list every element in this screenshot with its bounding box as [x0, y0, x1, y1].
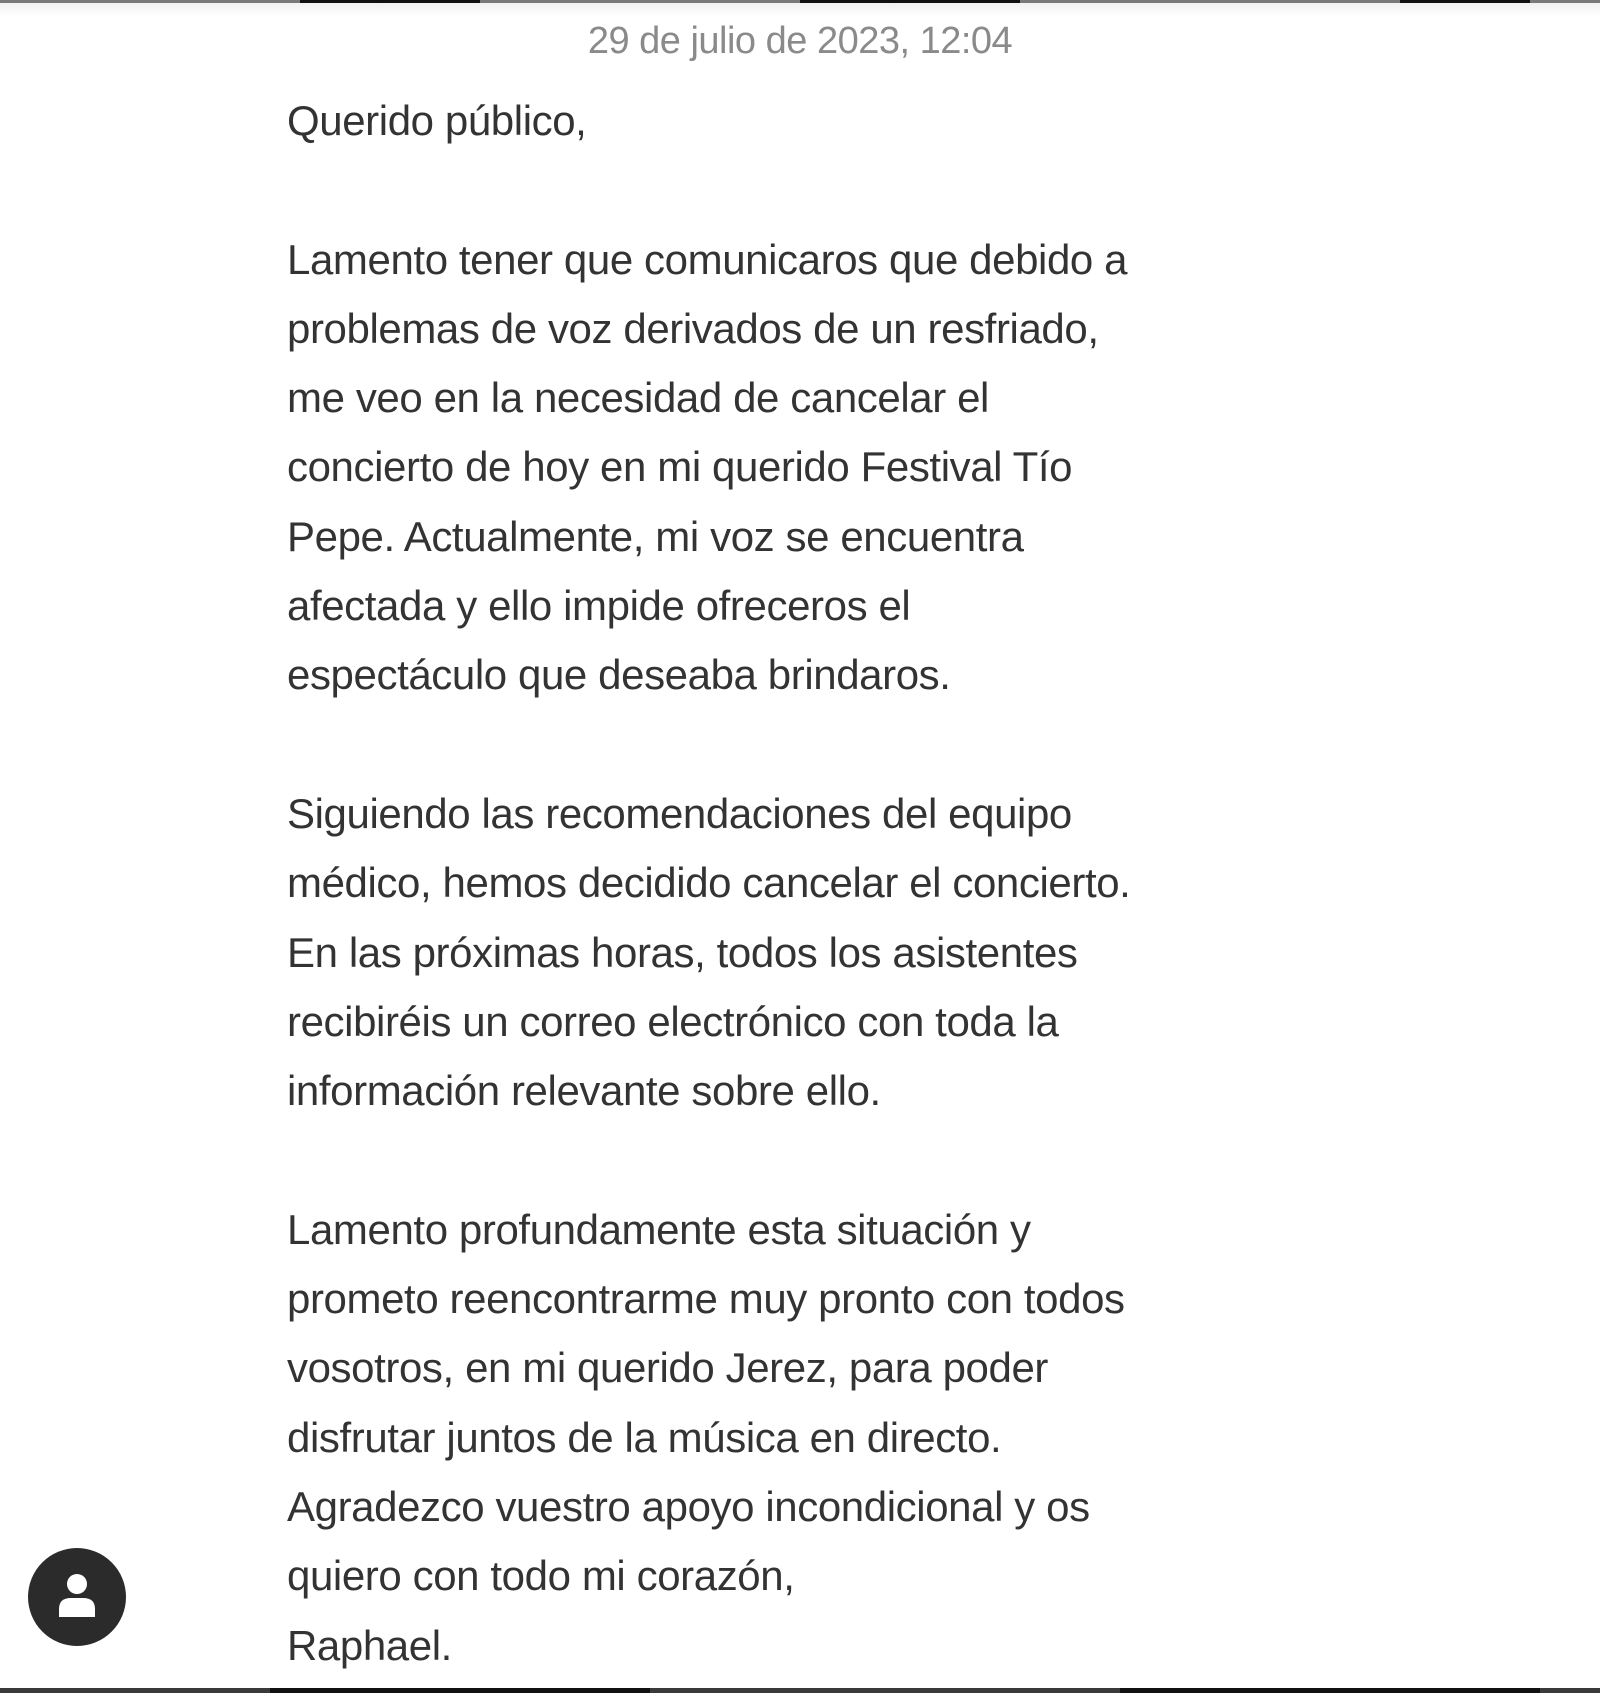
message-line: Lamento profundamente esta situación y: [287, 1205, 1031, 1253]
message-paragraph-1: [287, 225, 1347, 710]
paragraph-gap: [287, 1125, 1347, 1194]
bottom-border-segment: [1120, 1688, 1540, 1693]
message-line: me veo en la necesidad de cancelar el: [287, 374, 989, 422]
message-paragraph-2: [287, 779, 1347, 1125]
sender-avatar[interactable]: [28, 1548, 126, 1646]
message-line: concierto de hoy en mi querido Festival Tío: [287, 443, 1073, 491]
message-line: médico, hemos decidido cancelar el concierto.: [287, 859, 1131, 907]
message-greeting: Querido público,: [287, 97, 587, 144]
message-line: recibiréis un correo electrónico con toda la: [287, 997, 1059, 1045]
paragraph-gap: [287, 155, 1347, 224]
message-line: Pepe. Actualmente, mi voz se encuentra: [287, 512, 1024, 560]
message-line: espectáculo que deseaba brindaros.: [287, 651, 951, 699]
message-line: prometo reencontrarme muy pronto con todos: [287, 1275, 1125, 1323]
message-line: disfrutar juntos de la música en directo.: [287, 1413, 1002, 1461]
message-line: Siguiendo las recomendaciones del equipo: [287, 789, 1072, 837]
message-signature: Raphael.: [287, 1621, 452, 1669]
message-timestamp: 29 de julio de 2023, 12:04: [587, 20, 1013, 62]
bottom-border: [0, 1688, 1600, 1693]
message-line: Agradezco vuestro apoyo incondicional y os: [287, 1482, 1090, 1530]
message-line: vosotros, en mi querido Jerez, para poder: [287, 1344, 1049, 1392]
message-line: quiero con todo mi corazón,: [287, 1552, 795, 1600]
person-icon: [57, 1573, 97, 1622]
message-line: afectada y ello impide ofreceros el: [287, 582, 911, 630]
message-paragraph-3: [287, 1195, 1347, 1680]
bottom-border-segment: [270, 1688, 650, 1693]
message-line: En las próximas horas, todos los asistentes: [287, 928, 1078, 976]
top-shadow: [0, 3, 1600, 17]
paragraph-gap: [287, 710, 1347, 779]
message-line: problemas de voz derivados de un resfriado,: [287, 304, 1099, 352]
message-body: [287, 86, 1347, 1680]
message-line: Lamento tener que comunicaros que debido a: [287, 235, 1128, 283]
message-line: información relevante sobre ello.: [287, 1067, 881, 1115]
